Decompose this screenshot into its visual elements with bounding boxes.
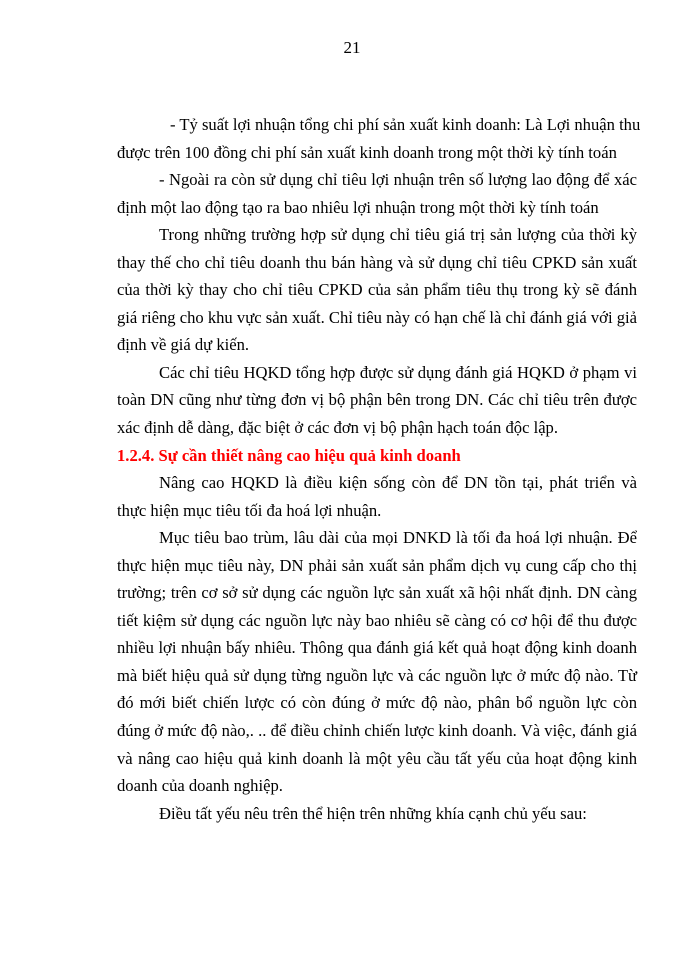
text-line: thay thế cho chỉ tiêu doanh thu bán hàng và sử dụng chỉ tiêu CPKD sản xuất <box>117 252 637 272</box>
paragraph <box>117 524 637 799</box>
text-line: được trên 100 đồng chi phí sản xuất kinh doanh trong một thời kỳ tính toán <box>117 142 617 162</box>
text-line: định về giá dự kiến. <box>117 335 250 355</box>
text-line: Các chỉ tiêu HQKD tổng hợp được sử dụng đánh giá HQKD ở phạm vi <box>159 362 637 382</box>
paragraph <box>117 166 637 221</box>
text-line: tiết kiệm sử dụng các nguồn lực này bao nhiêu sẽ càng có cơ hội để thu được <box>117 610 637 630</box>
text-line: đó mới biết chiến lược có còn đúng ở mức độ nào, phân bổ nguồn lực còn <box>117 693 637 713</box>
text-line: định một lao động tạo ra bao nhiêu lợi nhuận trong một thời kỳ tính toán <box>117 197 599 217</box>
text-line: thực hiện mục tiêu tối đa hoá lợi nhuận. <box>117 500 382 520</box>
text-line: của thời kỳ thay cho chỉ tiêu CPKD của sản phẩm tiêu thụ trong kỳ sẽ đánh <box>117 280 637 300</box>
text-line: và nâng cao hiệu quả kinh doanh là một yêu cầu tất yếu của hoạt động kinh <box>117 748 637 768</box>
text-line: trường; trên cơ sở sử dụng các nguồn lực sản xuất xã hội nhất định. DN càng <box>117 583 637 603</box>
text-line: mà biết hiệu quả sử dụng từng nguồn lực và các nguồn lực ở mức độ nào. Từ <box>117 665 637 685</box>
text-line: doanh của doanh nghiệp. <box>117 776 283 796</box>
text-line: thực hiện mục tiêu này, DN phải sản xuất sản phẩm dịch vụ cung cấp cho thị <box>117 555 637 575</box>
paragraph <box>117 221 637 359</box>
text-line: nhiều lợi nhuận bấy nhiêu. Thông qua đánh giá kết quả hoạt động kinh doanh <box>117 638 637 658</box>
text-line: Mục tiêu bao trùm, lâu dài của mọi DNKD là tối đa hoá lợi nhuận. Để <box>159 528 637 548</box>
document-body <box>117 111 641 827</box>
text-line: - Tỷ suất lợi nhuận tổng chi phí sản xuất kinh doanh: Là Lợi nhuận thu <box>170 115 641 134</box>
text-line: toàn DN cũng như từng đơn vị bộ phận bên trong DN. Các chỉ tiêu trên được <box>117 390 637 410</box>
text-line: xác định dễ dàng, đặc biệt ở các đơn vị bộ phận hạch toán độc lập. <box>117 418 558 438</box>
paragraph <box>117 469 637 524</box>
paragraph <box>117 359 637 442</box>
text-line: Nâng cao HQKD là điều kiện sống còn để DN tồn tại, phát triển và <box>159 473 637 493</box>
text-line: Điều tất yếu nêu trên thể hiện trên những khía cạnh chủ yếu sau: <box>159 803 587 823</box>
page-number: 21 <box>343 38 361 57</box>
section-heading <box>117 442 637 470</box>
paragraph <box>117 111 641 166</box>
text-line: giá riêng cho khu vực sản xuất. Chỉ tiêu này có hạn chế là chỉ đánh giá với giả <box>117 307 637 327</box>
paragraph <box>117 800 637 828</box>
text-line: đúng ở mức độ nào,. .. để điều chỉnh chiến lược kinh doanh. Và việc, đánh giá <box>117 721 637 741</box>
text-line: Trong những trường hợp sử dụng chỉ tiêu giá trị sản lượng của thời kỳ <box>159 225 637 245</box>
text-line: - Ngoài ra còn sử dụng chỉ tiêu lợi nhuận trên số lượng lao động để xác <box>159 170 637 190</box>
heading-text: 1.2.4. Sự cần thiết nâng cao hiệu quả kinh doanh <box>117 445 461 465</box>
